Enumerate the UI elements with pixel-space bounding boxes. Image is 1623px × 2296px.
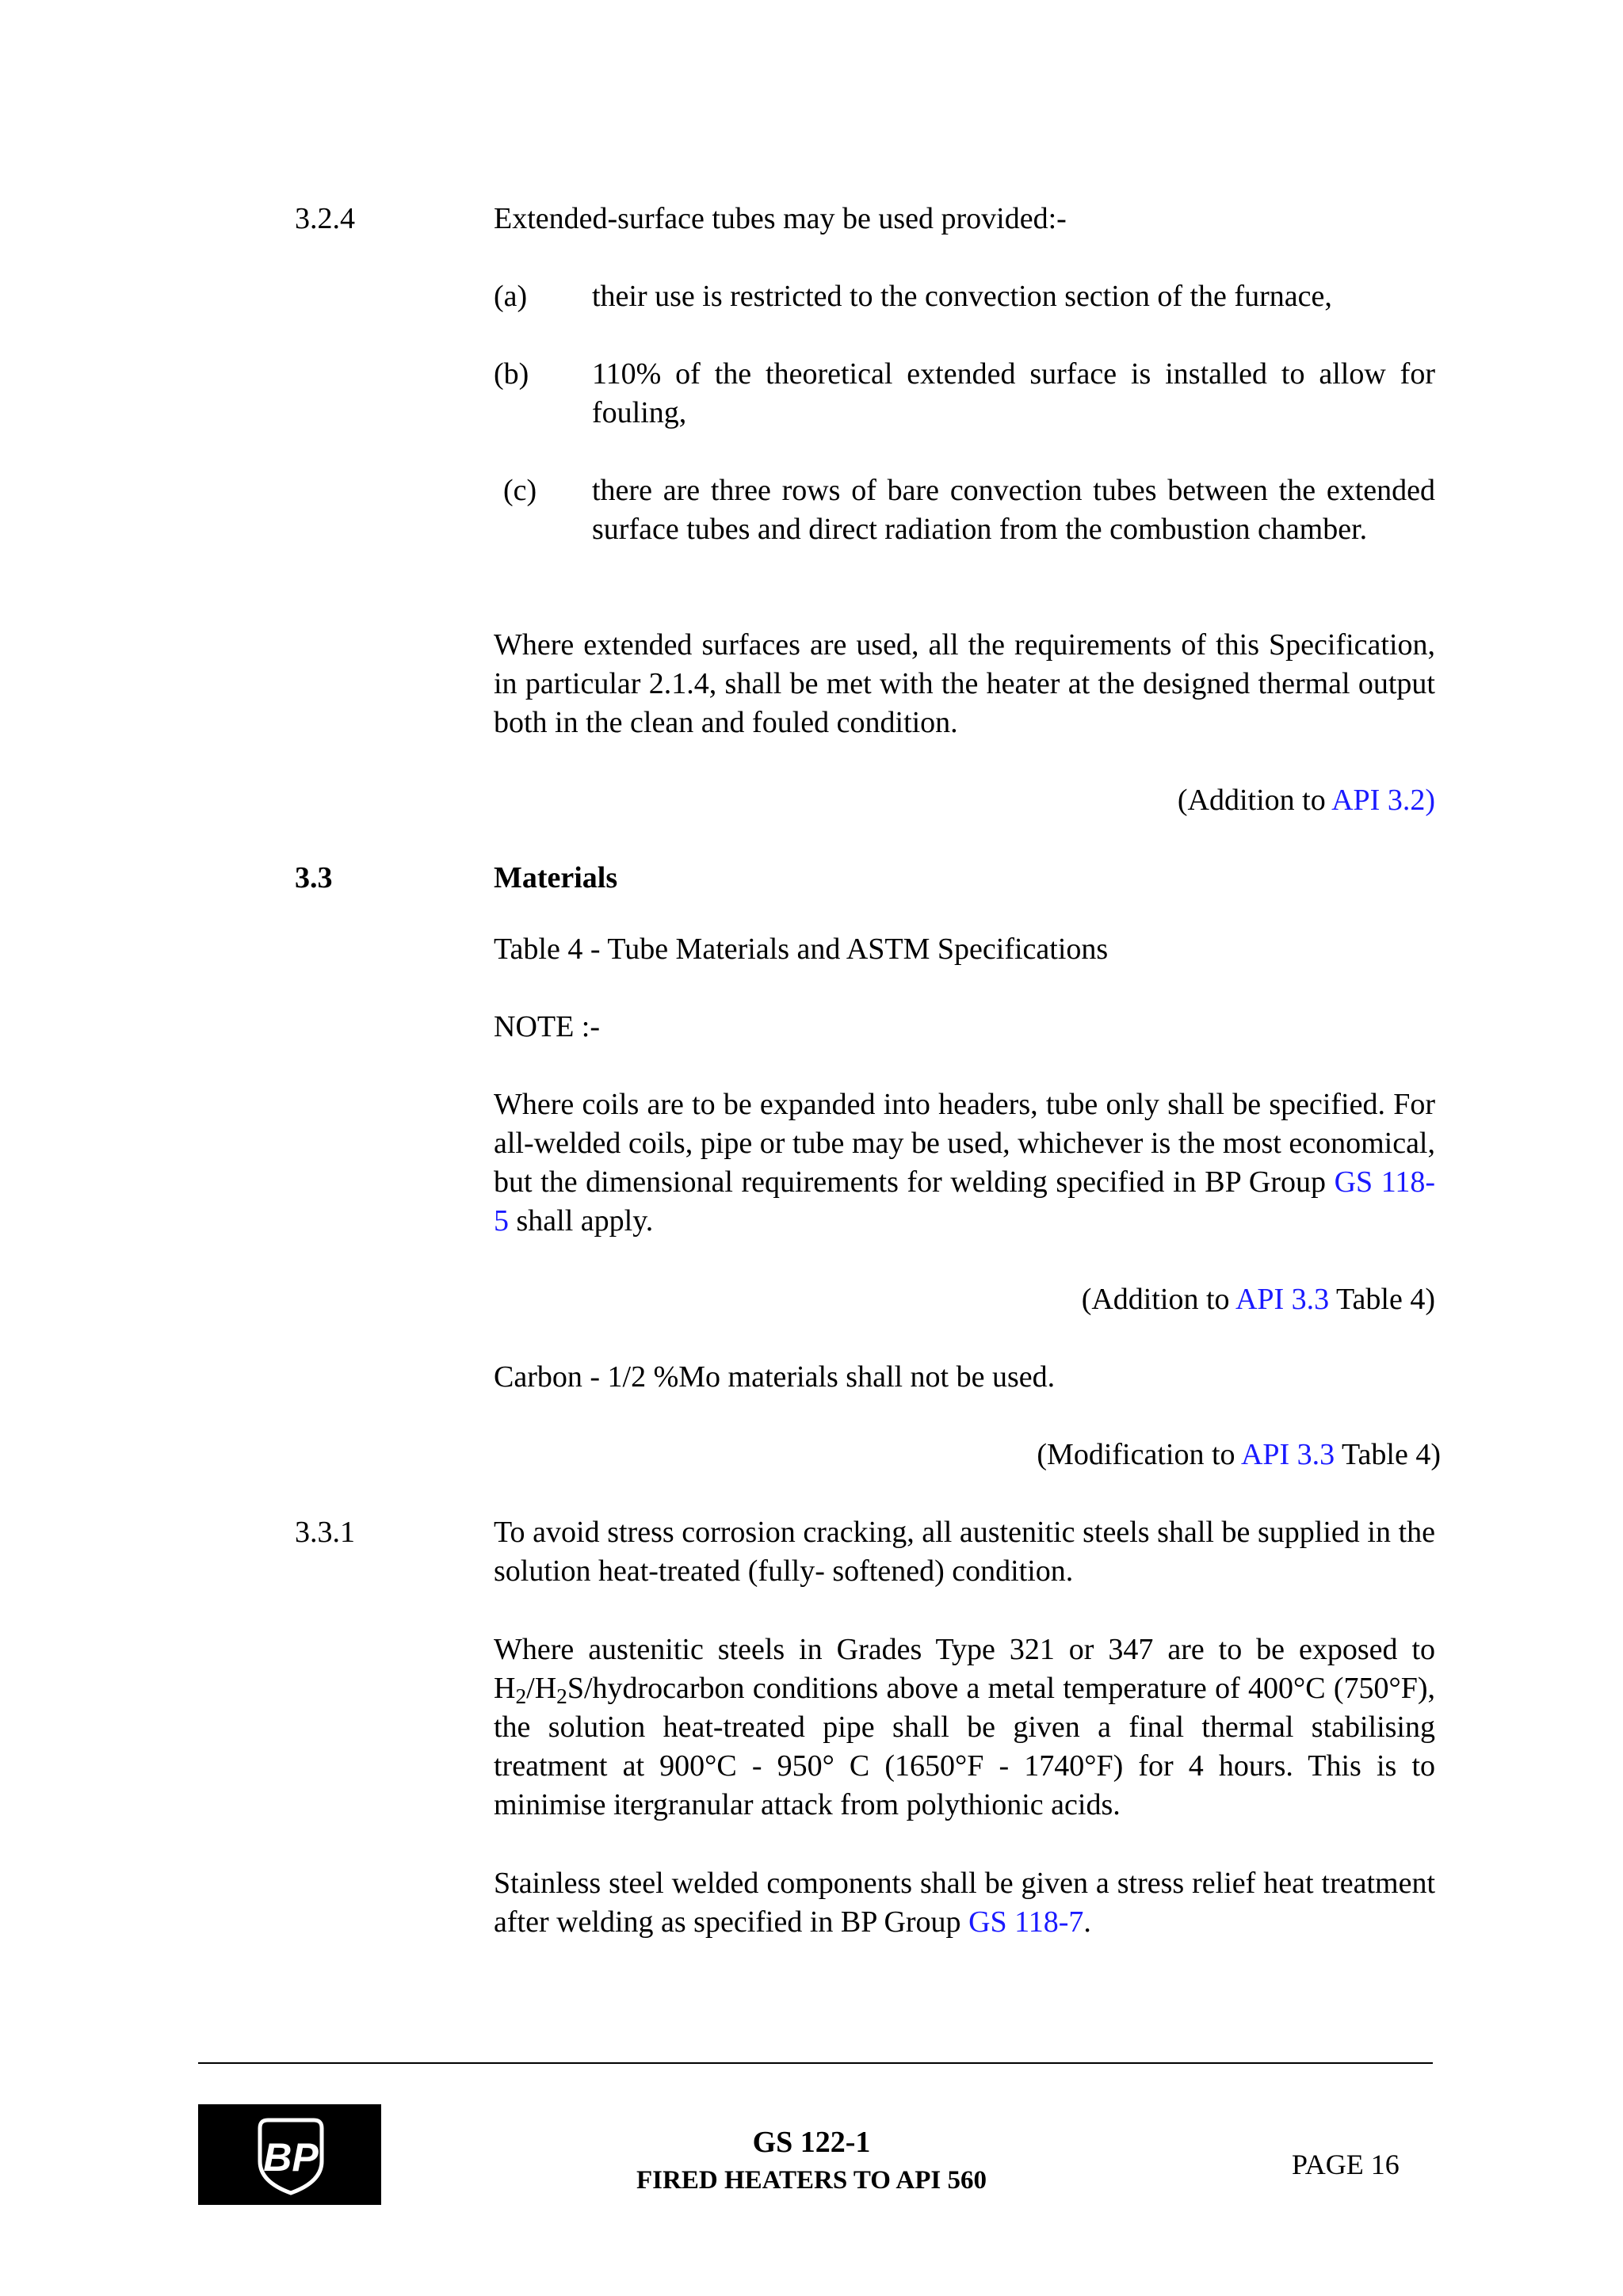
austenitic-steels-paragraph: Where austenitic steels in Grades Type 321 or 347 are to be exposed to $H_2/H_2S$/hydrocarbon conditions above a metal temperature of 400°C (750°F), the solution heat-treated pipe shall be given a final thermal stabilising treatment at 900°C - 950° C (1650°F - 1740°F) for 4 hours. This is to minimise itergranular attack from polythionic acids. — [494, 1633, 1435, 1821]
footer-divider — [198, 2062, 1433, 2064]
note-heading: NOTE :- — [494, 1010, 601, 1043]
table-caption: Table 4 - Tube Materials and ASTM Specifications — [494, 933, 1109, 966]
bp-logo-text: BP — [263, 2135, 319, 2180]
extended-surfaces-paragraph: Where extended surfaces are used, all the requirements of this Specification, in particular 2.1.4, shall be met with the heater at the designed thermal output both in the clean and fouled condition. — [494, 628, 1435, 739]
carbon-statement: Carbon - 1/2 %Mo materials shall not be used. — [494, 1360, 1056, 1394]
stainless-steel-paragraph: Stainless steel welded components shall be given a stress relief heat treatment after welding as specified in BP Group GS 118-7. — [494, 1867, 1435, 1939]
section-number-3-3-1: 3.3.1 — [295, 1516, 355, 1549]
page-number: PAGE 16 — [1292, 2149, 1400, 2180]
section-3-2-4-intro: Extended-surface tubes may be used provided:- — [494, 202, 1067, 235]
section-number-3-3: 3.3 — [295, 861, 333, 894]
list-item-b: 110% of the theoretical extended surface is installed to allow for fouling, — [592, 357, 1435, 429]
addition-reference-3-2: (Addition to API 3.2) — [1177, 784, 1435, 817]
note-paragraph: Where coils are to be expanded into headers, tube only shall be specified. For all-welded coils, pipe or tube may be used, whichever is the most economical, but the dimensional requirements for welding specified in BP Group GS 118-5 shall apply. — [494, 1088, 1436, 1238]
list-label-c: (c) — [503, 474, 537, 507]
list-item-c: there are three rows of bare convection tubes between the extended surface tubes and direct radiation from the combustion chamber. — [592, 474, 1435, 546]
api-3-2-link[interactable]: API 3.2) — [1331, 784, 1435, 817]
list-item-a: their use is restricted to the convection section of the furnace, — [592, 280, 1332, 313]
document-title: FIRED HEATERS TO API 560 — [636, 2166, 987, 2195]
list-label-b: (b) — [494, 357, 529, 391]
addition-reference-3-3: (Addition to API 3.3 Table 4) — [1081, 1283, 1435, 1316]
gs-118-7-link[interactable]: GS 118-7 — [968, 1905, 1084, 1939]
document-code: GS 122-1 — [752, 2126, 871, 2159]
stress-corrosion-paragraph: To avoid stress corrosion cracking, all austenitic steels shall be supplied in the solution heat-treated (fully- softened) condition. — [494, 1516, 1435, 1588]
section-title-materials: Materials — [494, 861, 618, 894]
api-3-3-link-2[interactable]: API 3.3 — [1240, 1438, 1335, 1471]
list-label-a: (a) — [494, 280, 528, 313]
modification-reference-3-3: (Modification to API 3.3 Table 4) — [1037, 1438, 1441, 1471]
gs-118-5-link[interactable]: GS 118-5 — [494, 1165, 1436, 1238]
api-3-3-link[interactable]: API 3.3 — [1235, 1283, 1330, 1316]
section-number-3-2-4: 3.2.4 — [295, 202, 355, 235]
